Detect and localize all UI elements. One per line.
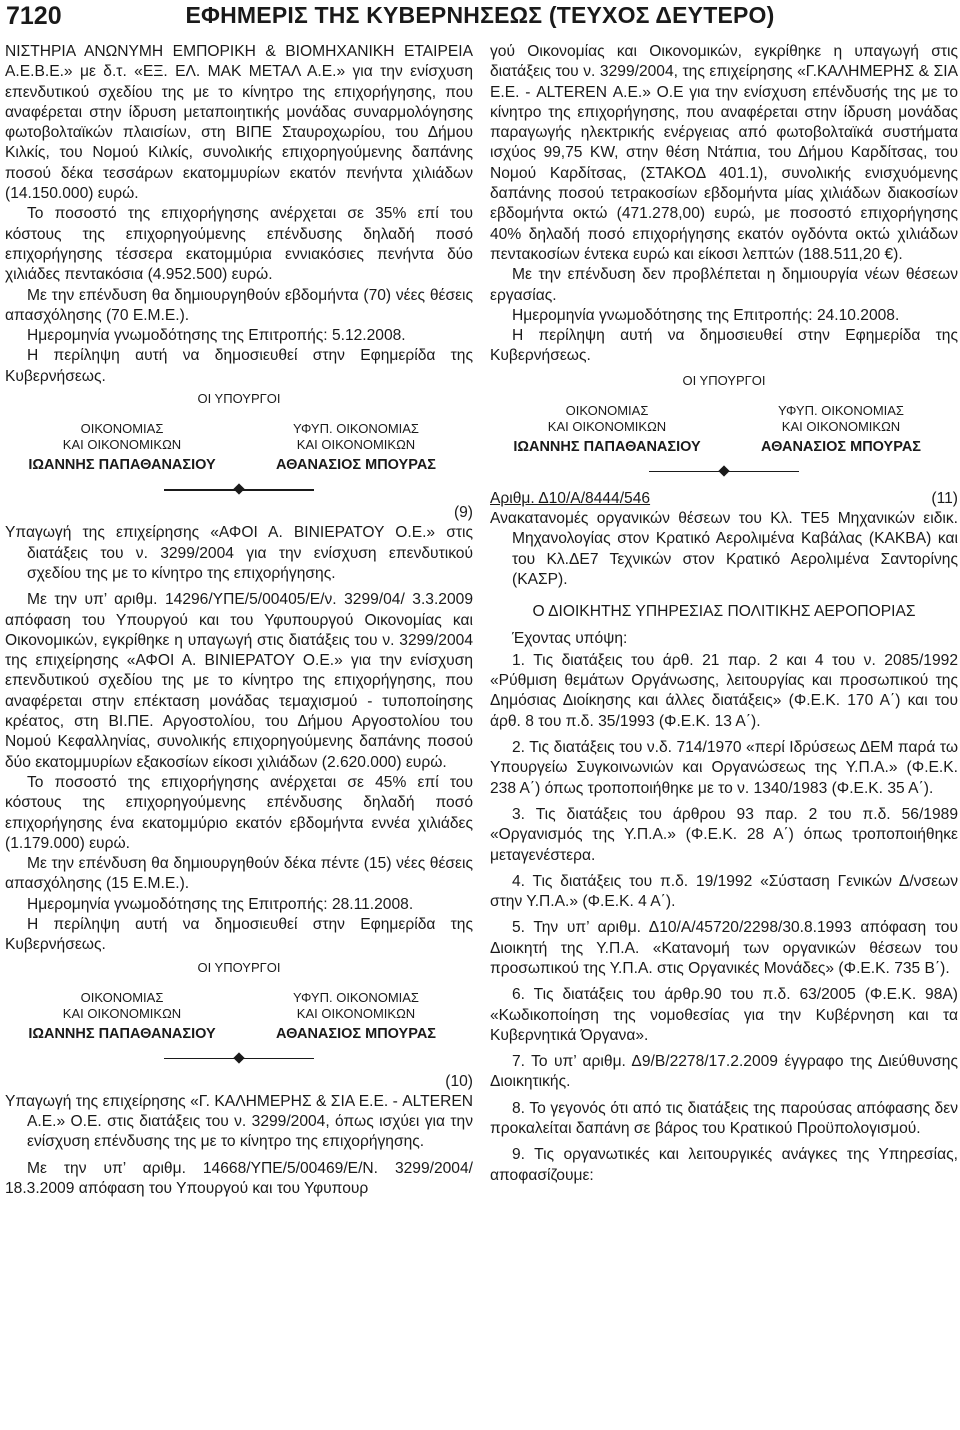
paragraph: Ημερομηνία γνωμοδότησης της Επιτροπής: 28.11.2008. <box>27 895 414 913</box>
signature-title-line: ΚΑΙ ΟΙΚΟΝΟΜΙΚΩΝ <box>296 437 416 453</box>
signatory-name-right: ΑΘΑΝΑΣΙΟΣ ΜΠΟΥΡΑΣ <box>276 457 436 474</box>
list-item: 3. Τις διατάξεις του άρθρου 93 παρ. 2 του π.δ. 56/1989 «Οργανισμός της Υ.Π.Α.» (Φ.Ε.Κ. 28 Α΄) όπως τροποποιήθηκε μεταγενέστερα. <box>490 805 958 864</box>
signature-title-line: ΟΙΚΟΝΟΜΙΑΣ <box>80 421 164 437</box>
issuing-authority: Ο ΔΙΟΙΚΗΤΗΣ ΥΠΗΡΕΣΙΑΣ ΠΟΛΙΤΙΚΗΣ ΑΕΡΟΠΟΡΙΑΣ <box>532 603 916 621</box>
decision-header <box>490 489 958 509</box>
signatory-name-left: ΙΩΑΝΝΗΣ ΠΑΠΑΘΑΝΑΣΙΟΥ <box>28 1025 216 1042</box>
list-item: 8. Το γεγονός ότι από τις διατάξεις της παρούσας απόφασης δεν προκαλείται δαπάνη σε βάρος του Κρατικού Προϋπολογισμού. <box>490 1099 958 1138</box>
section-divider <box>164 483 314 497</box>
signature-title-line: ΟΙΚΟΝΟΜΙΑΣ <box>80 989 164 1005</box>
signature-title-left <box>490 403 724 435</box>
decision-title: Υπαγωγή της επιχείρησης «Γ. ΚΑΛΗΜΕΡΗΣ & ΣΙΑ Ε.Ε. - ALTEREN Α.Ε.» Ο.Ε. στις διατάξεις του ν. 3299/2004, όπως ισχύει για την ενίσχυση επένδυσης της με το κίνητρο της επιχορήγησης. <box>5 1092 473 1151</box>
signatory-name-left: ΙΩΑΝΝΗΣ ΠΑΠΑΘΑΝΑΣΙΟΥ <box>28 457 216 474</box>
left-column <box>5 42 473 1199</box>
signature-title-left <box>5 990 239 1022</box>
signature-title-line: ΚΑΙ ΟΙΚΟΝΟΜΙΚΩΝ <box>62 437 182 453</box>
signature-title-line: ΟΙΚΟΝΟΜΙΑΣ <box>565 402 649 418</box>
decision-title: Υπαγωγή της επιχείρησης «ΑΦΟΙ Α. ΒΙΝΙΕΡΑΤΟΥ Ο.Ε.» στις διατάξεις του ν. 3299/2004 για την ενίσχυση επενδυτικού σχεδίου της με το κίνητρο της επιχορήγησης. <box>5 524 473 582</box>
signature-heading: ΟΙ ΥΠΟΥΡΓΟΙ <box>197 391 281 407</box>
paragraph: Με την επένδυση θα δημιουργηθούν δέκα πέντε (15) νέες θέσεις απασχόλησης (15 Ε.Μ.Ε.). <box>5 855 473 893</box>
paragraph: Με την επένδυση δεν προβλέπεται η δημιουργία νέων θέσεων εργασίας. <box>490 266 958 304</box>
paragraph: γού Οικονομίας και Οικονομικών, εγκρίθηκε η υπαγωγή στις διατάξεις του ν. 3299/2004, της επιχείρησης «Γ.ΚΑΛΗΜΕΡΗΣ & ΣΙΑ Ε.Ε. - ALTEREN Α.Ε.» Ο.Ε για την ενίσχυση επένδυσής της με το κίνητρο της επιχορήγησης, που αναφέρεται στην ίδρυση μονάδας παραγωγής ηλεκτρικής ενέργειας από φωτοβολταϊκά συστήματα ισχύος 99,75 KW, στην θέση Ντάπια, του Δήμου Καρδίτσας, του Νομού Καρδίτσας, (ΣΤΑΚΟΔ 401.1), συνολικής ενισχυόμενης δαπάνης ποσού τετρακοσίων εβδομήντα μίας χιλιάδων διακοσίων εβδομήντα οκτώ (471.278,00) ευρώ, με ποσοστό επιχορήγησης 40% δηλαδή ποσό επιχορήγησης εκατόν ογδόντα οκτώ χιλιάδων πεντακοσίων έντεκα ευρώ και είκοσι λεπτών (188.511,20 €). <box>490 43 958 263</box>
list-item: 4. Τις διατάξεις του π.δ. 19/1992 «Σύσταση Γενικών Δ/νσεων στην Υ.Π.Α.» (Φ.Ε.Κ. 4 Α΄). <box>490 872 958 911</box>
signature-title-right <box>724 403 958 435</box>
list-item: 7. Το υπ’ αριθμ. Δ9/Β/2278/17.2.2009 έγγραφο της Διεύθυνσης Διοικητικής. <box>490 1053 958 1091</box>
section-divider <box>164 1052 314 1066</box>
signature-title-line: ΚΑΙ ΟΙΚΟΝΟΜΙΚΩΝ <box>547 418 667 434</box>
signatory-name-right: ΑΘΑΝΑΣΙΟΣ ΜΠΟΥΡΑΣ <box>761 438 921 455</box>
signature-heading: ΟΙ ΥΠΟΥΡΓΟΙ <box>682 372 766 388</box>
diamond-ornament <box>718 465 729 476</box>
paragraph: ΝΙΣΤΗΡΙΑ ΑΝΩΝΥΜΗ ΕΜΠΟΡΙΚΗ & ΒΙΟΜΗΧΑΝΙΚΗ ΕΤΑΙΡΕΙΑ Α.Ε.Β.Ε.» με δ.τ. «ΕΞ. ΕΛ. ΜΑΚ ΜΕΤΑΛ Α.Ε.» για την ενίσχυση επενδυτικού σχεδίου της με το κίνητρο της επιχορήγησης, που αναφέρεται στην ίδρυση μεταποιητικής μονάδας συναρμολόγησης φωτοβολταϊκών πλαισίων, στη ΒΙΠΕ Σταυροχωρίου, του Δήμου Κιλκίς, του Νομού Κιλκίς, συνολικής επιχορηγούμενης δαπάνης ποσού δέκα τεσσάρων εκατομμυρίων εκατόν πενήντα χιλιάδων (14.150.000) ευρώ. <box>5 43 473 203</box>
signatory-name-right: ΑΘΑΝΑΣΙΟΣ ΜΠΟΥΡΑΣ <box>276 1025 436 1042</box>
signature-title-line: ΥΦΥΠ. ΟΙΚΟΝΟΜΙΑΣ <box>293 421 419 437</box>
gazette-title: ΕΦΗΜΕΡΙΣ ΤΗΣ ΚΥΒΕΡΝΗΣΕΩΣ (ΤΕΥΧΟΣ ΔΕΥΤΕΡΟ) <box>185 2 775 28</box>
having-regard: Έχοντας υπόψη: <box>512 629 628 647</box>
signature-title-line: ΥΦΥΠ. ΟΙΚΟΝΟΜΙΑΣ <box>778 402 904 418</box>
list-item: 2. Τις διατάξεις του ν.δ. 714/1970 «περί Ιδρύσεως ΔΕΜ παρά τω Υπουργείω Συγκοινωνιών και Οργανώσεως της Υ.Π.Α.» (Φ.Ε.Κ. 238 Α΄) όπως τροποποιήθηκε με το ν. 1340/1983 (Φ.Ε.Κ. 35 Α΄). <box>490 739 958 797</box>
diamond-ornament <box>233 1052 244 1063</box>
diamond-ornament <box>233 483 244 494</box>
signature-title-line: ΚΑΙ ΟΙΚΟΝΟΜΙΚΩΝ <box>781 418 901 434</box>
section-divider <box>649 465 799 479</box>
list-item: 6. Τις διατάξεις του άρθρ.90 του π.δ. 63/2005 (Φ.Ε.Κ. 98Α) «Κωδικοποίηση της νομοθεσίας για την Κυβέρνηση και τα Κυβερνητικά Όργανα». <box>490 986 958 1044</box>
decision-number: (9) <box>453 504 473 522</box>
list-item: 5. Την υπ’ αριθμ. Δ10/Α/45720/2298/30.8.1993 απόφαση του Διοικητή της Υ.Π.Α. «Κατανομή των οργανικών θέσεων του προσωπικού της Υ.Π.Α. στις Οργανικές Μονάδες» (Φ.Ε.Κ. 735 Β΄). <box>490 919 958 977</box>
signature-title-right <box>239 421 473 453</box>
decision-number: (11) <box>931 489 958 507</box>
signature-title-line: ΥΦΥΠ. ΟΙΚΟΝΟΜΙΑΣ <box>293 989 419 1005</box>
paragraph: Η περίληψη αυτή να δημοσιευθεί στην Εφημερίδα της Κυβερνήσεως. <box>490 327 958 365</box>
right-column <box>490 42 958 1186</box>
signature-block <box>490 373 958 455</box>
signature-title-left <box>5 421 239 453</box>
signature-block <box>5 391 473 473</box>
paragraph: Ημερομηνία γνωμοδότησης της Επιτροπής: 24.10.2008. <box>512 306 900 324</box>
paragraph: Το ποσοστό της επιχορήγησης ανέρχεται σε 45% επί του κόστους της επιχορηγούμενης επένδυσης δηλαδή ποσό επιχορήγησης ένα εκατομμύριο εκατόν εβδομήντα εννέα χιλιάδες (1.179.000) ευρώ. <box>5 773 473 852</box>
signature-title-line: ΚΑΙ ΟΙΚΟΝΟΜΙΚΩΝ <box>296 1005 416 1021</box>
paragraph: Με την υπ’ αριθμ. 14296/ΥΠΕ/5/00405/Ε/ν. 3299/04/ 3.3.2009 απόφαση του Υπουργού και του Υφυπουργού Οικονομίας και Οικονομικών, εγκρίθηκε η υπαγωγή στις διατάξεις του ν. 3299/2004 της επιχείρησης «ΑΦΟΙ Α. ΒΙΝΙΕΡΑΤΟΥ Ο.Ε.» για την ενίσχυση επενδυτικού σχεδίου της με το κίνητρο της επιχορήγησης, που αναφέρεται στην επέκταση μονάδας τεμαχισμού - τυποποίησης κρέατος, στη ΒΙ.ΠΕ. Αργοστολίου, του Δήμου Αργοστολίου του Νομού Κεφαλληνίας, συνολικής επιχορηγούμενης δαπάνης ποσού δύο εκατομμυρίων εξακοσίων είκοσι χιλιάδων (2.620.000) ευρώ. <box>5 591 473 771</box>
signature-title-line: ΚΑΙ ΟΙΚΟΝΟΜΙΚΩΝ <box>62 1005 182 1021</box>
signature-title-right <box>239 990 473 1022</box>
signatory-name-left: ΙΩΑΝΝΗΣ ΠΑΠΑΘΑΝΑΣΙΟΥ <box>513 438 701 455</box>
paragraph: Η περίληψη αυτή να δημοσιευθεί στην Εφημερίδα της Κυβερνήσεως. <box>5 915 473 954</box>
signature-heading: ΟΙ ΥΠΟΥΡΓΟΙ <box>197 959 281 975</box>
page-header <box>0 0 960 40</box>
signature-block <box>5 960 473 1042</box>
decision-title: Ανακατανομές οργανικών θέσεων του Κλ. ΤΕ5 Μηχανικών ειδικ. Μηχανολογίας στον Κρατικό Αερολιμένα Καβάλας (ΚΑΚΒΑ) και του Κλ.ΔΕ7 Τεχνικών στον Κρατικό Αερολιμένα Σαντορίνης (ΚΑΣΡ). <box>490 510 958 588</box>
page-number: 7120 <box>6 2 62 30</box>
decision-reference: Αριθμ. Δ10/Α/8444/546 <box>490 489 651 507</box>
list-item: 1. Τις διατάξεις του άρθ. 21 παρ. 2 και 4 του ν. 2085/1992 «Ρύθμιση θεμάτων Οργάνωσης, λειτουργίας και προσωπικού της Δημόσιας Διοίκησης και άλλες διατάξεις» (Φ.Ε.Κ. 170 Α΄) και του άρθ. 8 του π.δ. 35/1993 (Φ.Ε.Κ. 13 Α΄). <box>490 651 958 730</box>
decision-number: (10) <box>445 1072 473 1090</box>
paragraph: Με την επένδυση θα δημιουργηθούν εβδομήντα (70) νέες θέσεις απασχόλησης (70 Ε.Μ.Ε.). <box>5 286 473 324</box>
paragraph: Με την υπ’ αριθμ. 14668/ΥΠΕ/5/00469/Ε/Ν. 3299/2004/ 18.3.2009 απόφαση του Υπουργού και του Υφυπουρ <box>5 1159 473 1198</box>
list-item: 9. Τις οργανωτικές και λειτουργικές ανάγκες της Υπηρεσίας, αποφασίζουμε: <box>490 1146 958 1184</box>
paragraph: Η περίληψη αυτή να δημοσιευθεί στην Εφημερίδα της Κυβερνήσεως. <box>5 347 473 385</box>
paragraph: Ημερομηνία γνωμοδότησης της Επιτροπής: 5.12.2008. <box>27 327 406 345</box>
paragraph: Το ποσοστό της επιχορήγησης ανέρχεται σε 35% επί του κόστους της επιχορηγούμενης επένδυσης δηλαδή ποσό επιχορήγησης τέσσερα εκατομμύρια εννιακόσιες πενήντα δύο χιλιάδες πεντακόσια (4.952.500) ευρώ. <box>5 205 473 284</box>
